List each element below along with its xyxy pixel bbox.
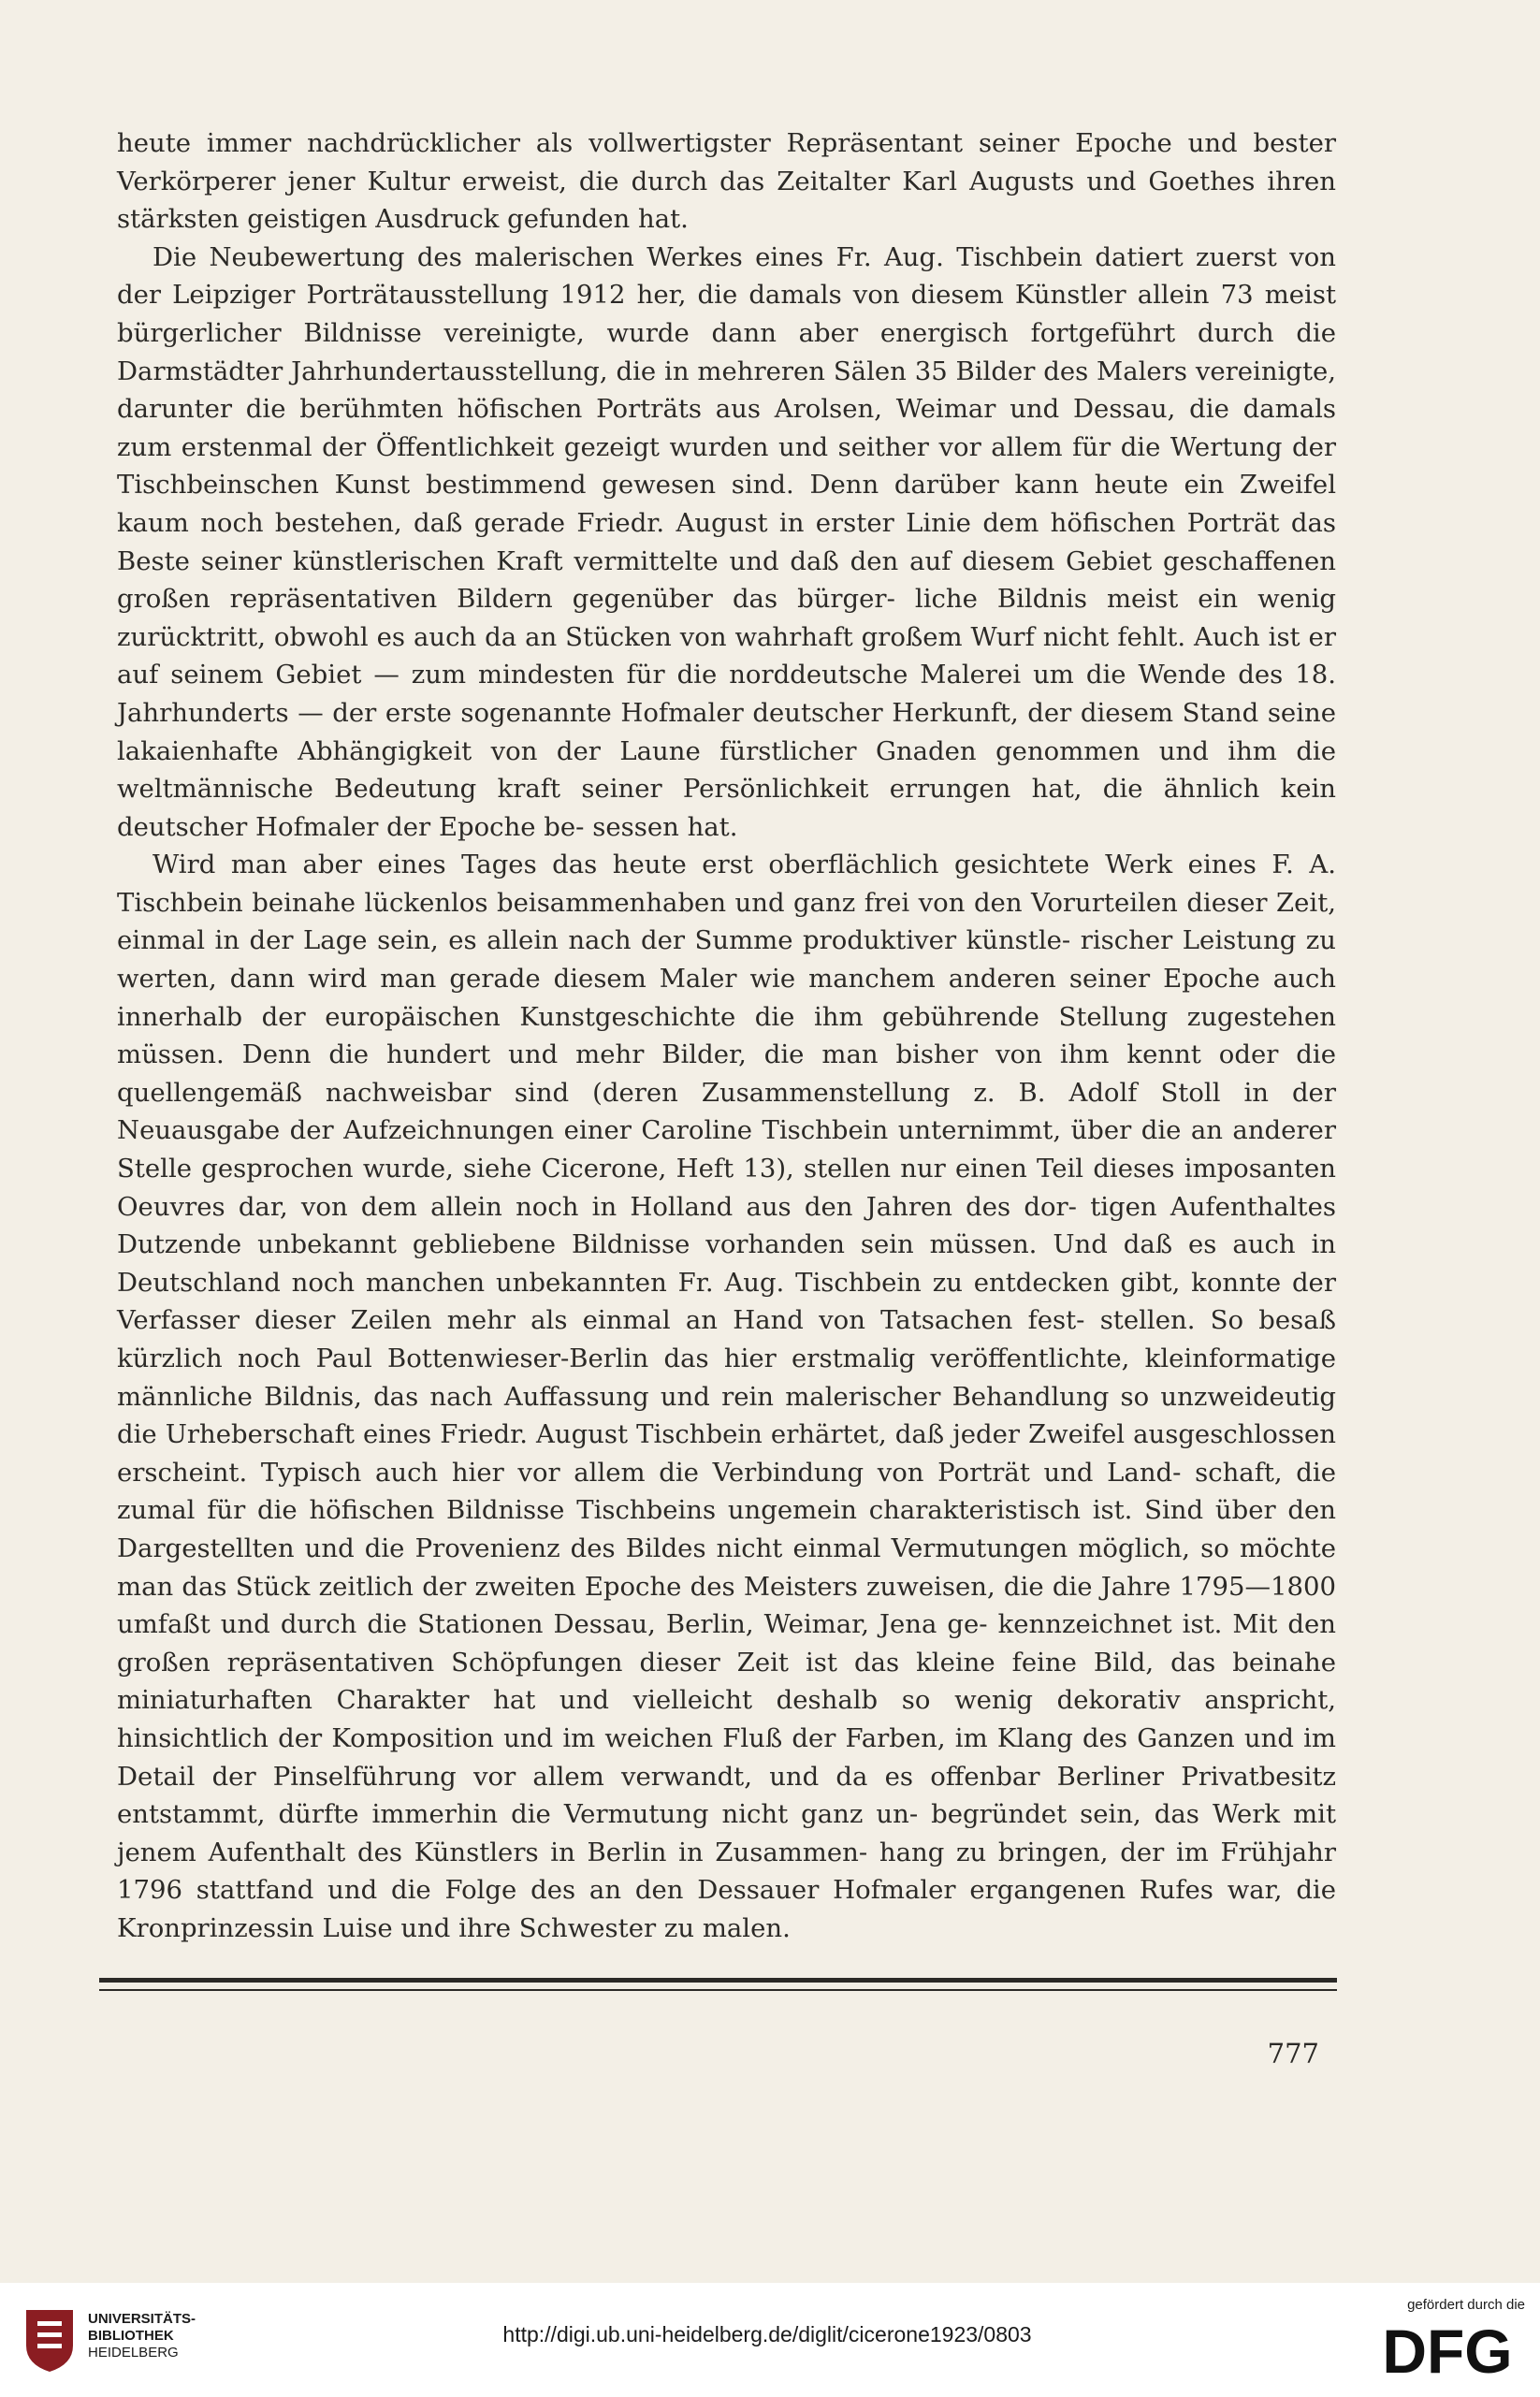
text-line: Verkörperer jener Kultur erweist, die durch das Zeitalter Karl Augusts und Goethes [117, 166, 1256, 196]
text-line: Hofmaler deutscher Herkunft, der diesem Stand seine lakaienhafte Abhängigkeit von [117, 697, 1336, 766]
text-line: begründet sein, das Werk mit jenem Aufenthalt des Künstlers in Berlin in Zusammen- [117, 1799, 1336, 1867]
text-line: Jahre 1795—1800 umfaßt und durch die Stationen Dessau, Berlin, Weimar, Jena ge- [117, 1571, 1336, 1640]
text-line: ausgeschlossen erscheint. Typisch auch hier vor allem die Verbindung von Porträt und Land- [117, 1419, 1336, 1488]
text-line: dieser Zeit, einmal in der Lage sein, es allein nach der Summe produktiver künstle- [117, 887, 1336, 956]
text-line: so möchte man das Stück zeitlich der zweiten Epoche des Meisters zuweisen, die die [117, 1533, 1337, 1602]
library-name-line-2: BIBLIOTHEK [88, 2328, 174, 2344]
text-line: über den Dargestellten und die Provenienz des Bildes nicht einmal Vermutungen möglich, [117, 1495, 1336, 1563]
paragraph-3 [117, 846, 1336, 1947]
body-text [117, 124, 1336, 1948]
text-line: stellen. So besaß kürzlich noch Paul Bottenwieser-Berlin das hier erstmalig veröffentlichte, [117, 1305, 1336, 1373]
text-line: sessen hat. [592, 811, 738, 842]
text-line: Hofmaler ergangenen Rufes war, die Kronprinzessin Luise und ihre Schwester zu malen. [117, 1875, 1337, 1943]
text-line: kennzeichnet ist. Mit den großen repräsentativen Schöpfungen dieser Zeit ist das kleine [117, 1609, 1336, 1678]
text-line: die Wertung der Tischbeinschen Kunst bestimmend gewesen sind. Denn darüber kann [117, 431, 1336, 501]
text-line: vereinigte, darunter die berühmten höfischen Porträts aus Arolsen, Weimar und Dessau, [117, 356, 1337, 425]
text-line: dem höfischen Porträt das Beste seiner künstlerischen Kraft vermittelte und daß den [117, 507, 1336, 576]
text-line: dieses imposanten Oeuvres dar, von dem allein noch in Holland aus den Jahren des dor- [117, 1154, 1336, 1222]
text-line: die Darmstädter Jahrhundertausstellung, die in mehreren Sälen 35 Bilder des Malers [117, 317, 1336, 386]
text-line: ihren stärksten geistigen Ausdruck gefunden hat. [117, 166, 1336, 235]
text-line: die an anderer Stelle gesprochen wurde, siehe Cicerone, Heft 13), stellen nur einen Teil [117, 1115, 1336, 1184]
text-line: 73 meist bürgerlicher Bildnisse vereinigte, wurde dann aber energisch fortgeführt durch [117, 280, 1337, 348]
paragraph-2 [117, 239, 1336, 847]
text-line: seiner Epoche auch innerhalb der europäischen Kunstgeschichte die ihm gebührende [117, 964, 1336, 1032]
text-line: heute ein Zweifel kaum noch bestehen, daß gerade Friedr. August in erster Linie [117, 470, 1336, 538]
footer-rule-thick [99, 1978, 1337, 1983]
text-line: hang zu bringen, der im Frühjahr 1796 stattfand und die Folge des an den Dessauer [117, 1837, 1336, 1906]
text-line: dekorativ anspricht, hinsichtlich der Komposition und im weichen Fluß der Farben, im [117, 1685, 1337, 1753]
text-line: Die Neubewertung des malerischen Werkes eines Fr. Aug. Tischbein datiert zuerst [153, 241, 1277, 272]
text-line: Klang des Ganzen und im Detail der Pinselführung vor allem verwandt, und da es [117, 1722, 1336, 1792]
sponsor-label: gefördert durch die [1407, 2297, 1525, 2313]
text-line: rischer Leistung zu werten, dann wird man gerade diesem Maler wie manchem anderen [117, 925, 1336, 995]
text-line: so unzweideutig die Urheberschaft eines Friedr. August Tischbein erhärtet, daß jeder Zweifel [117, 1381, 1336, 1450]
text-line: kleinformatige männliche Bildnis, das nach Auffassung und rein malerischer Behandlung [117, 1344, 1336, 1412]
text-line: Stellung zugestehen müssen. Denn die hundert und mehr Bilder, die man bisher von [117, 1001, 1336, 1070]
text-line: daß es auch in Deutschland noch manchen unbekannten Fr. Aug. Tischbein zu entdecken [117, 1229, 1336, 1298]
page-number: 777 [1267, 2038, 1319, 2070]
university-seal-icon [17, 2304, 82, 2375]
library-name [88, 2311, 196, 2361]
text-line: Wird man aber eines Tages das heute erst oberflächlich gesichtete Werk eines [153, 850, 1257, 880]
library-name-line-3: HEIDELBERG [88, 2345, 179, 2361]
text-line: norddeutsche Malerei um die Wende des 18. Jahrhunderts — der erste sogenannte [117, 660, 1336, 728]
text-line: feine Bild, das beinahe miniaturhaften Charakter hat und vielleicht deshalb so wenig [117, 1647, 1336, 1716]
dfg-logo-text: DFG [1382, 2317, 1513, 2382]
text-line: von der Leipziger Porträtausstellung 1912 her, die damals von diesem Künstler allein [117, 241, 1336, 311]
text-line: auf diesem Gebiet geschaffenen großen repräsentativen Bildern gegenüber das bürger- [117, 545, 1336, 615]
text-line: schaft, die zumal für die höfischen Bildnisse Tischbeins ungemein charakteristisch ist. Sind [117, 1457, 1336, 1526]
footer-rule-thin [99, 1989, 1337, 1991]
paragraph-1 [117, 124, 1336, 239]
text-line: offenbar Berliner Privatbesitz entstammt, dürfte immerhin die Vermutung nicht ganz un- [117, 1761, 1336, 1830]
text-line: großem Wurf nicht fehlt. Auch ist er auf seinem Gebiet — zum mindesten für die [117, 621, 1336, 690]
text-line: F. A. Tischbein beinahe lückenlos beisammenhaben und ganz frei von den Vorurteilen [117, 850, 1336, 918]
text-line: liche Bildnis meist ein wenig zurücktritt, obwohl es auch da an Stücken von wahrhaft [117, 584, 1336, 652]
text-line: der Laune fürstlicher Gnaden genommen und ihm die weltmännische Bedeutung kraft [117, 735, 1336, 805]
text-line: ihm kennt oder die quellengemäß nachweisbar sind (deren Zusammenstellung z. B. Adolf [117, 1039, 1336, 1108]
text-line: Stoll in der Neuausgabe der Aufzeichnungen einer Caroline Tischbein unternimmt, über [117, 1077, 1336, 1146]
text-line: gibt, konnte der Verfasser dieser Zeilen mehr als einmal an Hand von Tatsachen fest- [117, 1267, 1336, 1336]
source-url-link[interactable]: http://digi.ub.uni-heidelberg.de/diglit/cicerone1923/0803 [502, 2322, 1032, 2346]
library-name-line-1: UNIVERSITÄTS- [88, 2311, 196, 2327]
text-line: seiner Persönlichkeit errungen hat, die ähnlich kein deutscher Hofmaler der Epoche be- [117, 774, 1337, 842]
dfg-logo-icon [1368, 2317, 1527, 2382]
text-line: heute immer nachdrücklicher als vollwertigster Repräsentant seiner Epoche und bester [117, 128, 1336, 158]
text-line: tigen Aufenthaltes Dutzende unbekannt gebliebene Bildnisse vorhanden sein müssen. Und [117, 1191, 1336, 1260]
text-line: die damals zum erstenmal der Öffentlichkeit gezeigt wurden und seither vor allem für [117, 394, 1336, 462]
